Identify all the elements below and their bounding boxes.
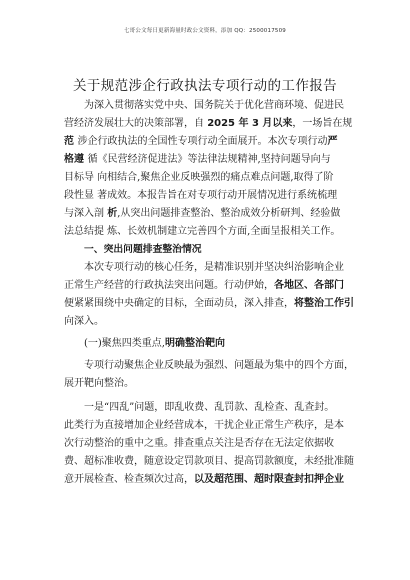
intro-line <box>64 169 364 187</box>
intro-line <box>64 223 364 241</box>
text-span: 费、超标准收费，随意设定罚款项目、提高罚款额度，未经批准随 <box>64 456 354 467</box>
text-span: ,从突出问题排查整治、整治成效分析研判、经验做 <box>117 208 341 219</box>
text-span: 营经济发展壮大的决策部署，自 <box>64 118 208 129</box>
intro-line <box>64 205 364 223</box>
paragraph-line <box>64 435 364 453</box>
text-span: 本次专项行动的核心任务，是精准识别并坚决纠治影响企业 <box>84 262 344 273</box>
header-note: 七哥公文每日更新海量时政公文资料，添加 QQ：2500017509 <box>123 28 286 34</box>
document-body <box>64 97 364 489</box>
document-title: 关于规范涉企行政执法专项行动的工作报告 <box>72 78 338 94</box>
text-span: 次行动整治的重中之重。排查重点关注是否存在无法定依据收 <box>64 438 334 449</box>
paragraph-line <box>64 417 364 435</box>
text-span: 专项行动聚焦企业反映最为强烈、问题最为集中的四个方面， <box>84 360 354 371</box>
intro-line <box>64 115 364 133</box>
text-span: ，一场旨在规 <box>292 118 353 129</box>
paragraph-line <box>64 375 364 393</box>
bold-date: 2025 年 3 月以来 <box>207 118 293 129</box>
bold-span: 范 <box>64 136 78 147</box>
text-span: 便紧紧围绕中央确定的目标，全面动员，深入排查， <box>64 298 294 309</box>
intro-line <box>64 151 364 169</box>
text-span: 意开展检查、检查频次过高， <box>64 474 194 485</box>
bold-span: 各地区、各部门 <box>274 280 344 291</box>
paragraph-line <box>64 259 364 277</box>
paragraph-line <box>64 277 364 295</box>
bold-span: 明确整治靶向 <box>164 338 225 349</box>
text-span: 此类行为直接增加企业经营成本，干扰企业正常生产秩序，是本 <box>64 420 344 431</box>
paragraph-line <box>64 399 364 417</box>
bold-span: 将整治工作引 <box>294 298 354 309</box>
intro-line <box>64 187 364 205</box>
text-span: (一)聚焦四类重点, <box>84 338 165 349</box>
section-heading: 一、突出问题排查整治情况 <box>84 244 202 255</box>
paragraph-line <box>64 313 364 331</box>
paragraph-line <box>64 357 364 375</box>
intro-line <box>64 133 364 151</box>
text-span: 循《民营经济促进法》等法律法规精神,坚持问题导向与 <box>87 154 331 165</box>
text-span: 展开靶向整治。 <box>64 378 134 389</box>
text-span: 法总结提 炼、长效机制建立完善四个方面,全面呈报相关工作。 <box>64 226 341 237</box>
text-span: 目标导 向相结合,聚焦企业反映强烈的痛点难点问题,取得了阶 <box>64 172 334 183</box>
intro-line <box>64 97 364 115</box>
text-span: 为深入贯彻落实党中央、国务院关于优化营商环境、促进民 <box>84 100 344 111</box>
bold-span: 格遵 <box>64 154 88 165</box>
subsection-heading <box>64 335 364 353</box>
bold-span: 严 <box>327 136 338 147</box>
text-span: 涉企行政执法的全国性专项行动全面展开。本次专项行动 <box>77 136 328 147</box>
text-span: 段性显 著成效。本报告旨在对专项行动开展情况进行系统梳理 <box>64 190 338 201</box>
text-span: 正常生产经营的行政执法突出问题。行动伊始， <box>64 280 274 291</box>
bold-span: 以及超范围、超时限查封扣押企业 <box>194 474 344 485</box>
bold-span: 析 <box>107 208 118 219</box>
text-span: 向深入。 <box>64 316 104 327</box>
paragraph-line <box>64 471 364 489</box>
text-span: 一是“四乱”问题，即乱收费、乱罚款、乱检查、乱查封。 <box>84 402 335 413</box>
paragraph-line <box>64 295 364 313</box>
paragraph-line <box>64 453 364 471</box>
text-span: 与深入剖 <box>64 208 108 219</box>
